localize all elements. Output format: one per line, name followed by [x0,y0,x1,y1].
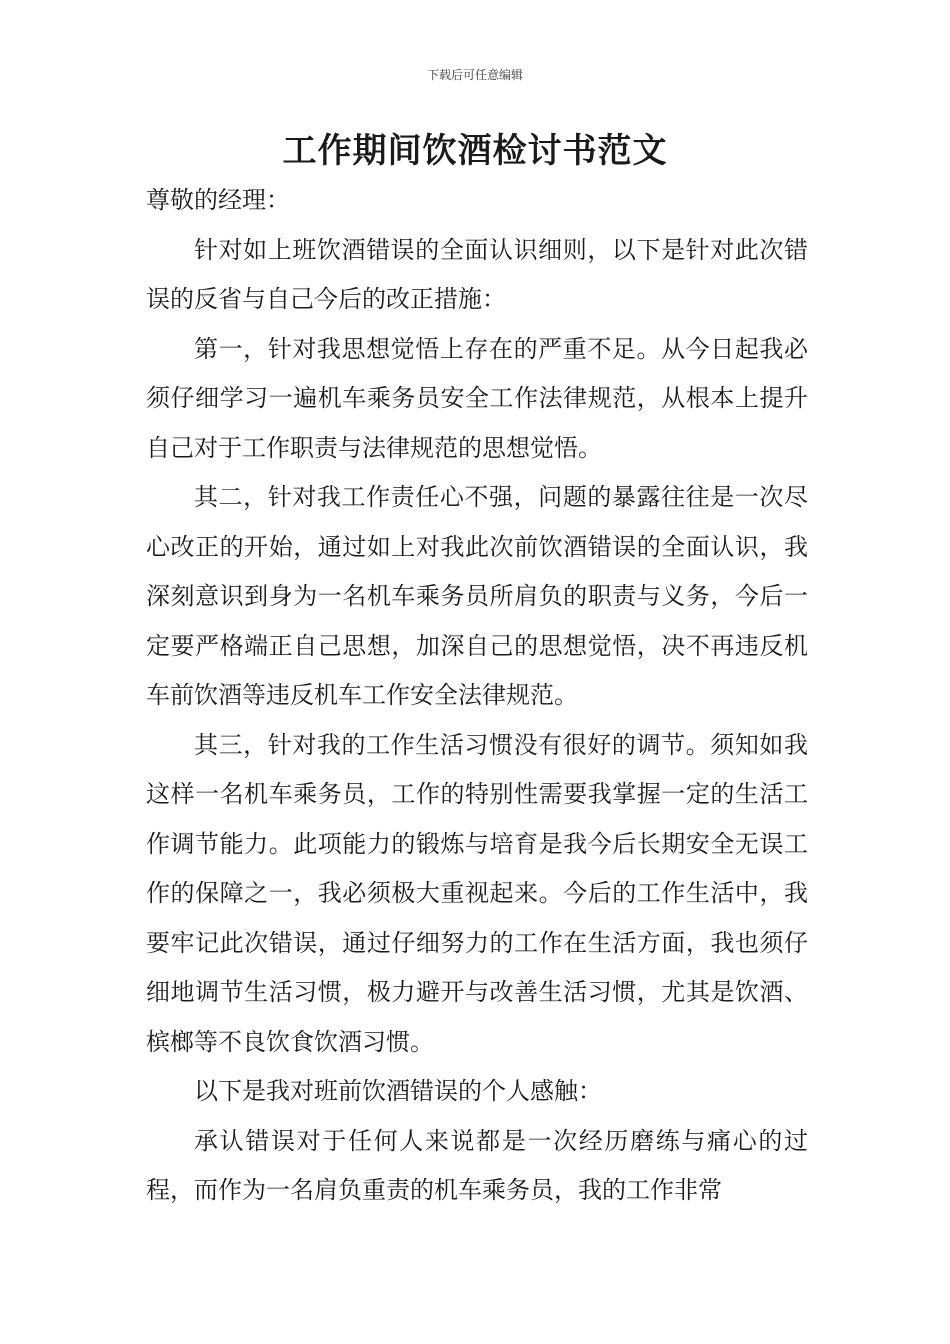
paragraph-second-point: 其二，针对我工作责任心不强，问题的暴露往往是一次尽心改正的开始，通过如上对我此次前饮酒错误的全面认识，我深刻意识到身为一名机车乘务员所肩负的职责与义务，今后一定要严格端正自己思想，加深自己的思想觉悟，决不再违反机车前饮酒等违反机车工作安全法律规范。 [146,483,808,709]
document-body [146,176,808,1216]
salutation: 尊敬的经理： [146,186,290,214]
paragraph-intro: 针对如上班饮酒错误的全面认识细则，以下是针对此次错误的反省与自己今后的改正措施： [146,235,808,313]
paragraph-reflection-heading: 以下是我对班前饮酒错误的个人感触： [194,1077,602,1105]
document-title: 工作期间饮酒检讨书范文 [282,131,668,171]
paragraph-reflection: 承认错误对于任何人来说都是一次经历磨练与痛心的过程，而作为一名肩负重责的机车乘务员，我的工作非常 [146,1126,808,1204]
header-note: 下载后可任意编辑 [426,68,523,82]
paragraph-third-point: 其三，针对我的工作生活习惯没有很好的调节。须知如我这样一名机车乘务员，工作的特别性需要我掌握一定的生活工作调节能力。此项能力的锻炼与培育是我今后长期安全无误工作的保障之一，我必须极大重视起来。今后的工作生活中，我要牢记此次错误，通过仔细努力的工作在生活方面，我也须仔细地调节生活习惯，极力避开与改善生活习惯，尤其是饮酒、槟榔等不良饮食饮酒习惯。 [146,730,808,1056]
paragraph-first-point: 第一，针对我思想觉悟上存在的严重不足。从今日起我必须仔细学习一遍机车乘务员安全工作法律规范，从根本上提升自己对于工作职责与法律规范的思想觉悟。 [146,334,808,462]
